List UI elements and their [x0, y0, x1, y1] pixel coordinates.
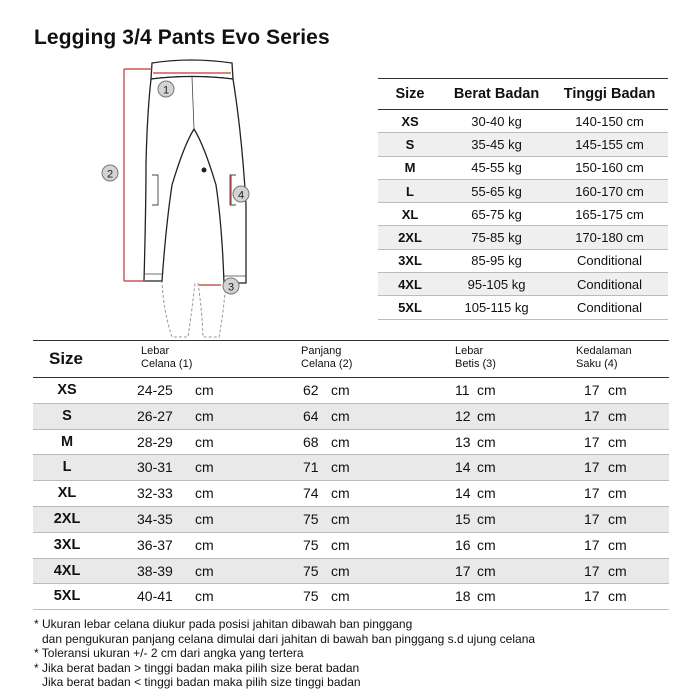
header-size: Size [395, 86, 425, 102]
unit-label: cm [331, 588, 350, 605]
note-line: Jika berat badan < tinggi badan maka pilih size tinggi badan [42, 675, 361, 689]
unit-label: cm [477, 536, 496, 553]
lebar-betis-value: 13 [455, 433, 471, 450]
unit-label: cm [331, 459, 350, 476]
size-row [378, 273, 668, 296]
lebar-betis-value: 16 [455, 536, 471, 553]
unit-label: cm [195, 510, 214, 527]
size-row [378, 156, 668, 179]
measurement-row [33, 533, 669, 559]
size-cell: 4XL [398, 276, 422, 292]
kedalaman-saku-value: 17 [584, 433, 600, 450]
unit-label: cm [477, 382, 496, 398]
size-cell: S [62, 407, 72, 424]
size-row [378, 179, 668, 202]
lebar-celana-value: 32-33 [137, 485, 173, 502]
lebar-celana-value: 34-35 [137, 510, 173, 527]
header-panjang-celana: Panjang Celana (2) [301, 345, 353, 370]
size-row [378, 110, 668, 133]
berat-cell: 45-55 kg [471, 160, 522, 176]
kedalaman-saku-value: 17 [584, 536, 600, 553]
page-title: Legging 3/4 Pants Evo Series [34, 26, 330, 49]
size-cell: XS [57, 382, 77, 398]
measurement-table-header [33, 340, 669, 378]
kedalaman-saku-value: 17 [584, 407, 600, 424]
unit-label: cm [477, 485, 496, 502]
unit-label: cm [608, 510, 627, 527]
kedalaman-saku-value: 17 [584, 588, 600, 605]
size-table-header [378, 79, 668, 110]
size-cell: S [405, 136, 415, 152]
panjang-celana-value: 75 [303, 588, 319, 605]
measurement-row [33, 404, 669, 430]
size-row [378, 296, 668, 319]
unit-label: cm [608, 459, 627, 476]
unit-label: cm [608, 485, 627, 502]
panjang-celana-value: 74 [303, 485, 319, 502]
size-row [378, 203, 668, 226]
marker-2 [102, 165, 118, 181]
size-cell: XS [401, 113, 419, 129]
tinggi-cell: Conditional [577, 300, 643, 316]
size-row [378, 226, 668, 249]
size-cell: L [62, 459, 72, 476]
berat-cell: 30-40 kg [471, 113, 522, 129]
panjang-celana-value: 75 [303, 562, 319, 579]
kedalaman-saku-value: 17 [584, 459, 600, 476]
unit-label: cm [608, 407, 627, 424]
lebar-celana-value: 36-37 [137, 536, 173, 553]
unit-label: cm [608, 536, 627, 553]
size-table [378, 78, 668, 320]
berat-cell: 65-75 kg [471, 206, 522, 222]
tinggi-cell: 150-160 cm [575, 160, 644, 176]
marker-1 [158, 81, 174, 97]
lebar-celana-value: 38-39 [137, 562, 173, 579]
size-cell: 2XL [53, 510, 81, 527]
kedalaman-saku-value: 17 [584, 382, 600, 398]
unit-label: cm [195, 433, 214, 450]
size-cell: 3XL [398, 253, 422, 269]
lebar-betis-value: 11 [455, 382, 470, 398]
lebar-celana-value: 28-29 [137, 433, 173, 450]
panjang-celana-value: 75 [303, 510, 319, 527]
size-cell: 4XL [53, 562, 81, 579]
panjang-celana-value: 71 [303, 459, 319, 476]
svg-text:1: 1 [162, 84, 170, 97]
panjang-celana-value: 64 [303, 407, 319, 424]
unit-label: cm [608, 588, 627, 605]
unit-label: cm [195, 459, 214, 476]
tinggi-cell: Conditional [577, 253, 643, 269]
marker-4 [233, 186, 249, 202]
size-cell: M [60, 433, 74, 450]
measurement-row [33, 481, 669, 507]
lebar-betis-value: 17 [455, 562, 471, 579]
size-cell: 2XL [398, 230, 422, 246]
measurement-row [33, 455, 669, 481]
unit-label: cm [331, 433, 350, 450]
tinggi-cell: 145-155 cm [575, 136, 644, 152]
kedalaman-saku-value: 17 [584, 510, 600, 527]
unit-label: cm [331, 510, 350, 527]
lebar-betis-value: 18 [455, 588, 471, 605]
size-cell: 5XL [398, 300, 422, 316]
unit-label: cm [331, 536, 350, 553]
measurement-row [33, 378, 669, 404]
tinggi-cell: 170-180 cm [575, 230, 644, 246]
panjang-celana-value: 75 [303, 536, 319, 553]
svg-text:2: 2 [106, 168, 114, 181]
measurement-row [33, 430, 669, 456]
size-row [378, 249, 668, 272]
notes [34, 617, 535, 690]
berat-cell: 35-45 kg [471, 136, 522, 152]
note-line: dan pengukuran panjang celana dimulai dari jahitan di bawah ban pinggang s.d ujung celana [42, 631, 536, 646]
unit-label: cm [477, 459, 496, 476]
unit-label: cm [477, 407, 496, 424]
unit-label: cm [195, 536, 214, 553]
kedalaman-saku-value: 17 [584, 562, 600, 579]
measurement-row [33, 507, 669, 533]
unit-label: cm [477, 588, 496, 605]
note-line: * Jika berat badan > tinggi badan maka pilih size berat badan [34, 660, 360, 675]
note-line: * Ukuran lebar celana diukur pada posisi jahitan dibawah ban pinggang [34, 617, 413, 631]
svg-text:3: 3 [227, 281, 235, 294]
panjang-celana-value: 68 [303, 433, 319, 450]
measurement-table [33, 340, 669, 610]
size-cell: XL [57, 485, 77, 502]
unit-label: cm [331, 562, 350, 579]
berat-cell: 85-95 kg [471, 253, 522, 269]
header-tinggi-badan: Tinggi Badan [563, 86, 656, 102]
lebar-betis-value: 14 [455, 459, 471, 476]
lebar-celana-value: 30-31 [137, 459, 173, 476]
measurement-row [33, 559, 669, 585]
berat-cell: 55-65 kg [471, 183, 522, 199]
leggings-diagram [100, 55, 270, 345]
unit-label: cm [477, 562, 496, 579]
lebar-betis-value: 12 [455, 407, 471, 424]
tinggi-cell: 140-150 cm [575, 113, 644, 129]
lebar-celana-value: 26-27 [137, 407, 173, 424]
unit-label: cm [195, 407, 214, 424]
tinggi-cell: Conditional [577, 276, 643, 292]
tinggi-cell: 165-175 cm [575, 206, 644, 222]
tinggi-cell: 160-170 cm [575, 183, 644, 199]
size-cell: XL [401, 206, 419, 222]
unit-label: cm [331, 382, 350, 398]
berat-cell: 75-85 kg [471, 230, 522, 246]
unit-label: cm [195, 382, 214, 398]
unit-label: cm [331, 485, 350, 502]
unit-label: cm [477, 433, 496, 450]
unit-label: cm [195, 562, 214, 579]
lebar-celana-value: 24-25 [137, 382, 173, 398]
lebar-betis-value: 14 [455, 485, 471, 502]
unit-label: cm [195, 588, 214, 605]
size-cell: L [406, 183, 414, 199]
note-line: * Toleransi ukuran +/- 2 cm dari angka yang tertera [34, 646, 304, 660]
lebar-celana-value: 40-41 [137, 588, 173, 605]
unit-label: cm [608, 433, 627, 450]
berat-cell: 105-115 kg [464, 300, 529, 316]
header-berat-badan: Berat Badan [453, 86, 540, 102]
unit-label: cm [331, 407, 350, 424]
unit-label: cm [477, 510, 496, 527]
berat-cell: 95-105 kg [467, 276, 526, 292]
size-cell: 3XL [53, 536, 81, 553]
size-row [378, 133, 668, 156]
header-size: Size [49, 349, 84, 368]
header-kedalaman-saku: Kedalaman Saku (4) [576, 345, 632, 370]
unit-label: cm [195, 485, 214, 502]
measurement-row [33, 584, 669, 610]
svg-text:4: 4 [237, 189, 245, 202]
size-cell: M [404, 160, 416, 176]
header-lebar-betis: Lebar Betis (3) [455, 345, 496, 370]
kedalaman-saku-value: 17 [584, 485, 600, 502]
lebar-betis-value: 15 [455, 510, 471, 527]
size-cell: 5XL [53, 588, 81, 605]
unit-label: cm [608, 562, 627, 579]
panjang-celana-value: 62 [303, 382, 319, 398]
header-lebar-celana: Lebar Celana (1) [141, 345, 193, 370]
unit-label: cm [608, 382, 627, 398]
marker-3 [223, 278, 239, 294]
